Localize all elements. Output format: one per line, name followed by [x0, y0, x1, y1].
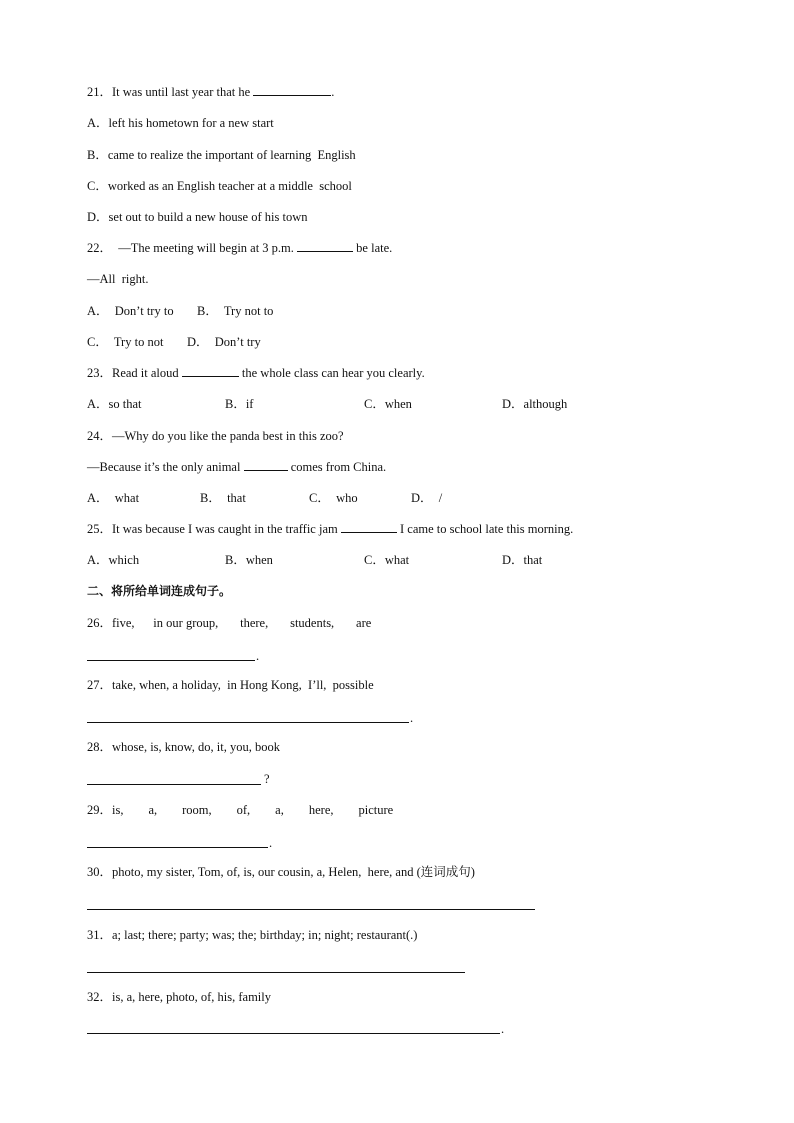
- question-22-option-a[interactable]: A． Don’t try to: [87, 304, 174, 318]
- answer-blank[interactable]: [341, 521, 397, 533]
- answer-line-28[interactable]: [87, 784, 261, 785]
- answer-line-31[interactable]: [87, 972, 465, 973]
- reply-text: —Because it’s the only animal: [87, 460, 244, 474]
- stem-text: be late.: [353, 241, 393, 255]
- question-25-option-d[interactable]: D．that: [502, 553, 543, 567]
- answer-punctuation-32: .: [501, 1022, 505, 1036]
- answer-line-27[interactable]: [87, 722, 409, 723]
- stem-text: 22． —The meeting will begin at 3 p.m.: [87, 241, 298, 255]
- answer-punctuation-29: .: [269, 836, 273, 850]
- question-23-option-b[interactable]: B．if: [225, 397, 254, 411]
- question-32-stem: 32．is, a, here, photo, of, his, family: [87, 990, 271, 1004]
- question-22-option-c[interactable]: C． Try to not: [87, 335, 164, 349]
- question-26-stem: 26．five, in our group, there, students, are: [87, 616, 372, 630]
- answer-punctuation-28: ?: [264, 772, 270, 786]
- question-25-option-a[interactable]: A．which: [87, 553, 140, 567]
- question-21-option-d[interactable]: D．set out to build a new house of his town: [87, 210, 308, 224]
- answer-line-26[interactable]: [87, 660, 255, 661]
- question-21-option-a[interactable]: A．left his hometown for a new start: [87, 116, 274, 130]
- question-30-stem: 30．photo, my sister, Tom, of, is, our cousin, a, Helen, here, and (连词成句): [87, 865, 475, 879]
- question-31-stem: 31．a; last; there; party; was; the; birthday; in; night; restaurant(.): [87, 928, 418, 942]
- question-27-stem: 27．take, when, a holiday, in Hong Kong, I’ll, possible: [87, 678, 374, 692]
- question-29-stem: 29．is, a, room, of, a, here, picture: [87, 803, 394, 817]
- stem-text: 21．It was until last year that he: [87, 85, 254, 99]
- section-2-heading: 二、将所给单词连成句子。: [87, 584, 232, 598]
- answer-line-29[interactable]: [87, 847, 268, 848]
- question-23-option-a[interactable]: A．so that: [87, 397, 142, 411]
- stem-text: the whole class can hear you clearly.: [238, 366, 425, 380]
- answer-blank[interactable]: [253, 84, 331, 96]
- answer-blank[interactable]: [297, 240, 353, 252]
- question-22-reply: —All right.: [87, 272, 149, 286]
- question-24-option-d[interactable]: D． /: [411, 491, 443, 505]
- question-24-option-b[interactable]: B． that: [200, 491, 246, 505]
- question-25-option-c[interactable]: C．what: [364, 553, 410, 567]
- question-25-option-b[interactable]: B．when: [225, 553, 273, 567]
- answer-punctuation-26: .: [256, 649, 260, 663]
- question-23-option-d[interactable]: D．although: [502, 397, 568, 411]
- answer-blank[interactable]: [182, 365, 239, 377]
- answer-punctuation-27: .: [410, 711, 414, 725]
- answer-line-32[interactable]: [87, 1033, 500, 1034]
- reply-text: comes from China.: [287, 460, 387, 474]
- question-21-option-c[interactable]: C．worked as an English teacher at a middle school: [87, 179, 352, 193]
- question-24-option-a[interactable]: A． what: [87, 491, 140, 505]
- question-24-stem: 24．—Why do you like the panda best in this zoo?: [87, 429, 344, 443]
- stem-text: I came to school late this morning.: [396, 522, 574, 536]
- answer-blank[interactable]: [244, 459, 288, 471]
- stem-text: 25．It was because I was caught in the traffic jam: [87, 522, 341, 536]
- question-23-stem: [87, 365, 425, 381]
- question-22-option-b[interactable]: B． Try not to: [197, 304, 274, 318]
- question-22-stem: [87, 240, 392, 256]
- question-25-stem: [87, 521, 573, 537]
- question-28-stem: 28．whose, is, know, do, it, you, book: [87, 740, 280, 754]
- question-24-reply: [87, 459, 386, 475]
- question-24-option-c[interactable]: C． who: [309, 491, 358, 505]
- stem-text: 23．Read it aloud: [87, 366, 182, 380]
- question-21-stem: [87, 84, 334, 100]
- question-23-option-c[interactable]: C．when: [364, 397, 412, 411]
- question-22-option-d[interactable]: D． Don’t try: [187, 335, 261, 349]
- answer-line-30[interactable]: [87, 909, 535, 910]
- stem-text: .: [331, 85, 335, 99]
- question-21-option-b[interactable]: B．came to realize the important of learning English: [87, 148, 356, 162]
